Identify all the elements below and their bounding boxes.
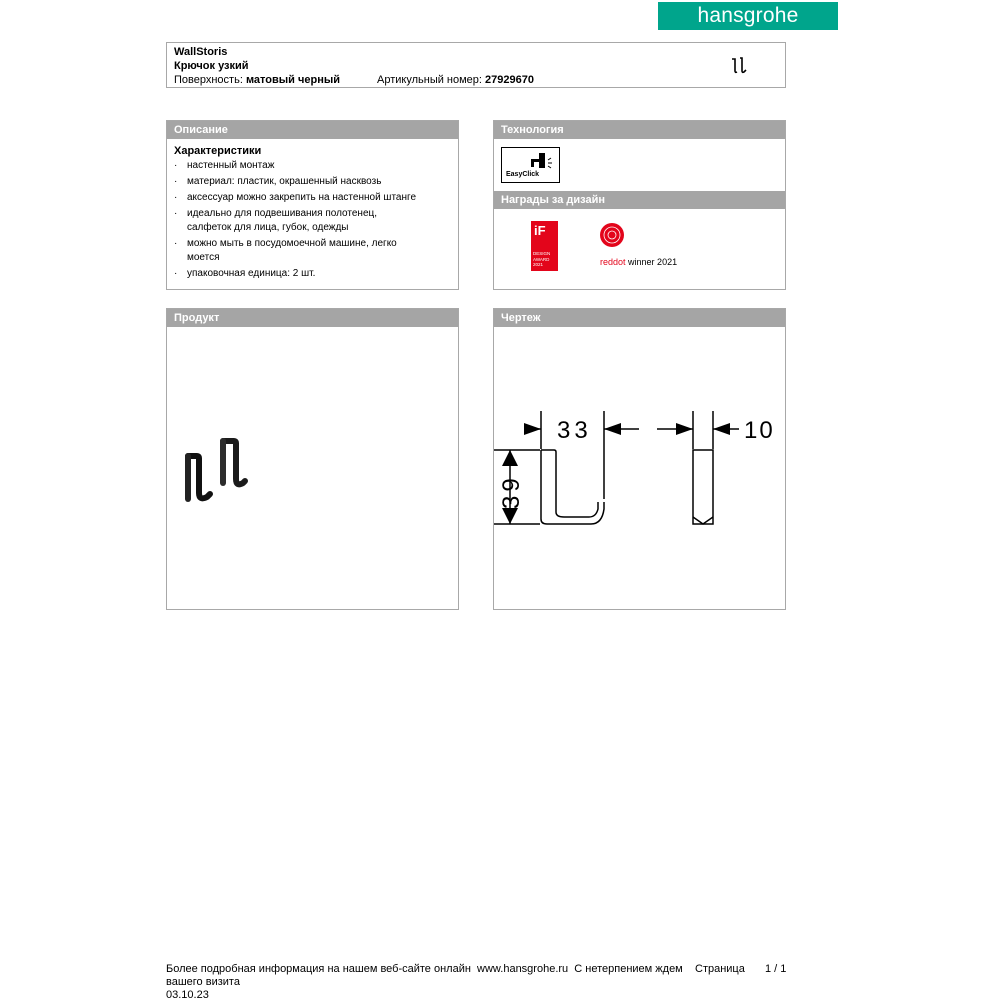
footer-visit-line1: С нетерпением ждем xyxy=(574,963,683,975)
reddot-caption: reddot winner 2021 xyxy=(600,257,678,267)
footer xyxy=(166,963,787,1002)
list-item: · можно мыть в посудомоечной машине, легко моется xyxy=(174,238,397,263)
description-title: Описание xyxy=(167,121,458,139)
awards-title: Награды за дизайн xyxy=(494,191,785,209)
easyclick-label: EasyClick xyxy=(506,171,540,178)
article-value: 27929670 xyxy=(485,74,534,86)
hook-symbol-icon xyxy=(729,57,749,75)
footer-website-link[interactable]: www.hansgrohe.ru xyxy=(477,963,569,975)
list-item: · аксессуар можно закрепить на настенной штанге xyxy=(174,192,416,203)
features-title: Характеристики xyxy=(174,145,262,157)
easyclick-icon xyxy=(528,151,558,171)
surface-info xyxy=(174,73,340,87)
if-award-text: DESIGN AWARD 2021 xyxy=(533,251,551,267)
brand-logo: hansgrohe xyxy=(658,2,838,30)
product-image xyxy=(177,431,257,511)
list-item: · идеально для подвешивания полотенец, салфеток для лица, губок, одежды xyxy=(174,208,378,233)
footer-line xyxy=(166,963,787,976)
list-item: · упаковочная единица: 2 шт. xyxy=(174,268,316,279)
reddot-icon xyxy=(598,221,628,249)
list-item: · материал: пластик, окрашенный насквозь xyxy=(174,176,382,187)
list-item: · настенный монтаж xyxy=(174,160,275,171)
product-panel xyxy=(166,308,459,610)
article-label: Артикульный номер: xyxy=(377,74,482,86)
if-award-logo xyxy=(531,221,558,271)
surface-label: Поверхность: xyxy=(174,74,243,86)
if-award-mark: iF xyxy=(534,223,546,238)
technology-panel xyxy=(493,120,786,290)
footer-page-value: 1 / 1 xyxy=(765,963,787,975)
product-line: WallStoris xyxy=(174,46,228,58)
description-panel xyxy=(166,120,459,290)
surface-value: матовый черный xyxy=(245,74,341,86)
product-title: Продукт xyxy=(167,309,458,327)
dim-depth-label: 10 xyxy=(744,417,775,444)
dim-height-label: 39 xyxy=(498,474,525,509)
footer-date: 03.10.23 xyxy=(166,989,209,1001)
drawing-panel xyxy=(493,308,786,610)
drawing-title: Чертеж xyxy=(494,309,785,327)
product-name: Крючок узкий xyxy=(174,60,249,72)
footer-visit-line2: вашего визита xyxy=(166,976,240,988)
technology-title: Технология xyxy=(494,121,785,139)
product-header xyxy=(166,42,786,88)
footer-page-label: Страница xyxy=(695,963,745,975)
technical-drawing xyxy=(494,409,785,534)
easyclick-badge xyxy=(501,147,560,183)
features-list xyxy=(167,159,458,281)
dim-width-label: 33 xyxy=(557,417,592,444)
article-info xyxy=(377,73,534,87)
footer-more-info: Более подробная информация на нашем веб-сайте онлайн xyxy=(166,963,471,975)
